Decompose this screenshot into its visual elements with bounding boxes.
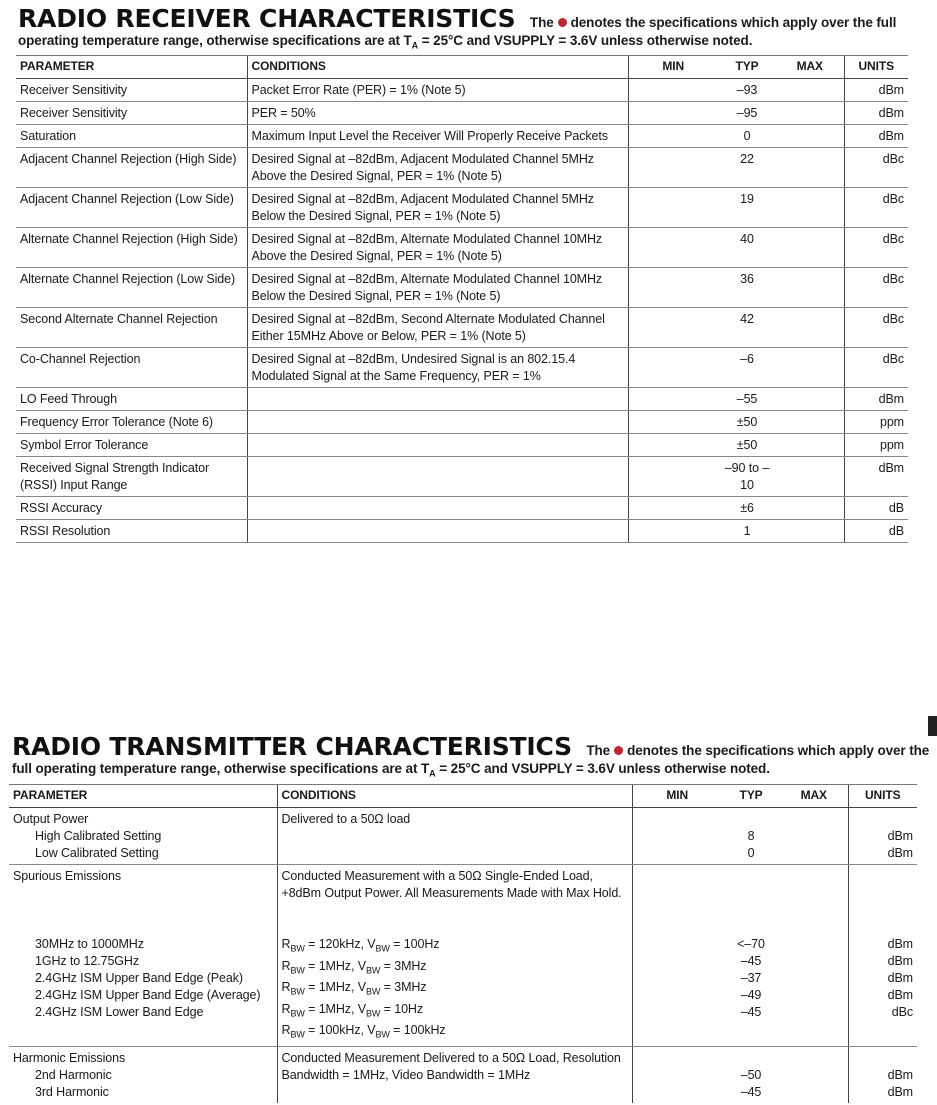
min-cell [632, 808, 722, 865]
transmitter-note-a: The [586, 743, 611, 758]
transmitter-section [12, 734, 929, 779]
min-cell [628, 457, 718, 497]
max-cell [776, 125, 844, 148]
vbw-sub: BW [365, 986, 381, 997]
conditions-cell: Desired Signal at –82dBm, Alternate Modulated Channel 10MHz Above the Desired Signal, PER = 1% (Note 5) [247, 228, 628, 268]
typ-cell: –95 [718, 102, 776, 125]
units-value: dBm [887, 1084, 913, 1099]
typ-value: <–70 [737, 937, 765, 951]
table-row [16, 457, 908, 497]
transmitter-note-line2-b: = 25°C and VSUPPLY = 3.6V unless otherwise noted. [435, 761, 770, 776]
max-cell [776, 388, 844, 411]
receiver-note-a: The [529, 15, 554, 30]
receiver-table [16, 55, 908, 543]
transmitter-table [9, 784, 917, 1103]
transmitter-note-line2-sub: A [429, 768, 436, 779]
conditions-cell: PER = 50% [247, 102, 628, 125]
param-cell: Receiver Sensitivity [16, 79, 247, 102]
units-cell: dBc [844, 308, 908, 348]
table-row [16, 102, 908, 125]
param-cell: LO Feed Through [16, 388, 247, 411]
rbw-value: 1MHz [318, 1001, 351, 1016]
units-cell: dBm [844, 79, 908, 102]
param-sub: 3rd Harmonic [35, 1084, 109, 1099]
vbw-letter: V [357, 958, 366, 973]
param-name: Spurious Emissions [13, 869, 121, 883]
spurious-item-label: 2.4GHz ISM Upper Band Edge (Average) [35, 988, 261, 1002]
min-cell [628, 268, 718, 308]
min-cell [628, 79, 718, 102]
receiver-note-b: denotes the specifications which apply over the full [570, 15, 897, 30]
equals-sign: = [304, 1001, 319, 1016]
page-edge-tab [928, 716, 937, 736]
units-value: dBm [887, 971, 913, 985]
units-cell: dB [844, 497, 908, 520]
units-cell: dBm [844, 102, 908, 125]
min-cell [628, 308, 718, 348]
typ-value: –49 [740, 988, 762, 1002]
units-cell: dB [844, 520, 908, 543]
typ-cell [722, 865, 780, 1047]
table-row [16, 79, 908, 102]
typ-cell: 19 [718, 188, 776, 228]
vbw-value: 100kHz [403, 1023, 446, 1037]
max-cell [776, 148, 844, 188]
rbw-value: 1MHz [318, 980, 351, 994]
receiver-header-row [16, 56, 908, 79]
col-header-conditions: CONDITIONS [277, 785, 632, 808]
table-row [16, 434, 908, 457]
transmitter-note-line2-a: full operating temperature range, otherwise specifications are at T [12, 761, 430, 776]
table-row-output-power [9, 808, 917, 865]
param-name: Harmonic Emissions [13, 1050, 126, 1065]
bandwidth-spec [282, 958, 628, 980]
col-header-max: MAX [780, 785, 848, 808]
table-row [16, 520, 908, 543]
param-cell: Saturation [16, 125, 247, 148]
rbw-value: 120kHz [318, 937, 361, 951]
min-cell [628, 348, 718, 388]
rbw-sub: BW [290, 1008, 305, 1018]
receiver-title: RADIO RECEIVER CHARACTERISTICS [18, 4, 516, 33]
equals-sign: = [304, 937, 319, 951]
param-cell: Adjacent Channel Rejection (High Side) [16, 148, 247, 188]
separator: , [360, 937, 368, 951]
param-cell: RSSI Resolution [16, 520, 247, 543]
receiver-table-body [16, 79, 908, 543]
conditions-cell: Desired Signal at –82dBm, Adjacent Modulated Channel 5MHz Above the Desired Signal, PER = 1% (Note 5) [247, 148, 628, 188]
typ-cell: –6 [718, 348, 776, 388]
units-cell: dBc [844, 348, 908, 388]
conditions-cell: Delivered to a 50Ω load [277, 808, 632, 865]
conditions-cell: Desired Signal at –82dBm, Adjacent Modulated Channel 5MHz Below the Desired Signal, PER = 1% (Note 5) [247, 188, 628, 228]
conditions-cell [247, 411, 628, 434]
max-cell [776, 457, 844, 497]
typ-cell [722, 1046, 780, 1103]
conditions-text: Conducted Measurement with a 50Ω Single-Ended Load, +8dBm Output Power. All Measurements Made with Max Hold. [281, 869, 622, 900]
separator: , [350, 1001, 358, 1016]
spacer [726, 811, 776, 828]
typ-cell: 1 [718, 520, 776, 543]
typ-value: –45 [740, 954, 762, 968]
col-header-typ: TYP [722, 785, 780, 808]
conditions-cell: Conducted Measurement Delivered to a 50Ω Load, Resolution Bandwidth = 1MHz, Video Bandwidth = 1MHz [277, 1046, 632, 1103]
table-row [16, 125, 908, 148]
equals-sign: = [304, 980, 319, 994]
typ-cell: ±50 [718, 411, 776, 434]
min-cell [628, 148, 718, 188]
max-cell [776, 348, 844, 388]
param-name: Output Power [13, 812, 89, 826]
spacer [726, 868, 776, 936]
spurious-item-label: 30MHz to 1000MHz [35, 937, 144, 951]
rbw-sub: BW [290, 986, 305, 997]
min-cell [628, 188, 718, 228]
transmitter-header-row [9, 785, 917, 808]
spacer [726, 1050, 776, 1067]
transmitter-title: RADIO TRANSMITTER CHARACTERISTICS [12, 732, 572, 761]
bullet-dot-icon [558, 18, 567, 27]
transmitter-note-b: denotes the specifications which apply over the [627, 743, 930, 758]
conditions-cell [247, 497, 628, 520]
receiver-note-line2-b: = 25°C and VSUPPLY = 3.6V unless otherwise noted. [418, 33, 753, 48]
receiver-note [530, 15, 896, 30]
table-row [16, 268, 908, 308]
equals-sign: = [380, 1001, 395, 1016]
min-cell [628, 102, 718, 125]
conditions-cell [277, 865, 632, 1047]
table-row [16, 188, 908, 228]
receiver-note-line2-a: operating temperature range, otherwise specifications are at T [18, 33, 412, 48]
conditions-cell [247, 434, 628, 457]
min-cell [632, 1046, 722, 1103]
spurious-item-label: 1GHz to 12.75GHz [35, 954, 140, 968]
bullet-dot-icon [614, 746, 623, 755]
units-value: dBm [887, 937, 913, 951]
units-cell: dBm [844, 125, 908, 148]
units-cell [848, 808, 917, 865]
param-cell: Received Signal Strength Indicator (RSSI) Input Range [16, 457, 247, 497]
param-cell: Co-Channel Rejection [16, 348, 247, 388]
rbw-sub: BW [290, 943, 305, 954]
vbw-value: 3MHz [394, 958, 427, 973]
units-cell: dBc [844, 228, 908, 268]
col-header-min: MIN [632, 785, 722, 808]
vbw-value: 10Hz [394, 1001, 423, 1016]
vbw-letter: V [367, 1023, 376, 1037]
table-row-spurious-emissions [9, 865, 917, 1047]
units-value: dBm [887, 988, 913, 1002]
typ-cell: 22 [718, 148, 776, 188]
receiver-note-line2-sub: A [411, 40, 419, 51]
rbw-letter: R [281, 980, 291, 994]
table-row [16, 348, 908, 388]
max-cell [776, 497, 844, 520]
min-cell [628, 411, 718, 434]
param-cell: RSSI Accuracy [16, 497, 247, 520]
typ-value: –45 [740, 1084, 762, 1099]
spurious-item-label: 2.4GHz ISM Upper Band Edge (Peak) [35, 971, 243, 985]
col-header-min: MIN [628, 56, 718, 79]
rbw-value: 1MHz [318, 958, 351, 973]
vbw-letter: V [357, 1001, 366, 1016]
units-cell: dBm [844, 388, 908, 411]
param-cell: Adjacent Channel Rejection (Low Side) [16, 188, 247, 228]
spacer [853, 1050, 914, 1067]
units-cell: dBc [844, 268, 908, 308]
col-header-units: UNITS [844, 56, 908, 79]
param-sub: High Calibrated Setting [35, 829, 162, 843]
units-value: dBm [887, 846, 913, 860]
equals-sign: = [304, 1023, 319, 1037]
typ-cell: 40 [718, 228, 776, 268]
equals-sign: = [380, 980, 395, 994]
param-cell [9, 1046, 277, 1103]
equals-sign: = [380, 958, 395, 973]
col-header-units: UNITS [848, 785, 917, 808]
max-cell [780, 1046, 848, 1103]
min-cell [628, 228, 718, 268]
units-cell: dBc [844, 148, 908, 188]
max-cell [776, 411, 844, 434]
bandwidth-spec [282, 1001, 628, 1023]
typ-cell: ±6 [718, 497, 776, 520]
table-row [16, 148, 908, 188]
units-cell: ppm [844, 411, 908, 434]
conditions-cell: Packet Error Rate (PER) = 1% (Note 5) [247, 79, 628, 102]
typ-cell: –90 to –10 [718, 457, 776, 497]
min-cell [628, 434, 718, 457]
receiver-section [18, 6, 896, 51]
rbw-value: 100kHz [318, 1023, 361, 1037]
units-cell: dBm [844, 457, 908, 497]
min-cell [628, 520, 718, 543]
spurious-item-label: 2.4GHz ISM Lower Band Edge [35, 1005, 204, 1019]
units-cell [848, 865, 917, 1047]
col-header-typ: TYP [718, 56, 776, 79]
spacer [13, 885, 273, 936]
min-cell [628, 125, 718, 148]
typ-cell: 0 [718, 125, 776, 148]
min-cell [628, 388, 718, 411]
max-cell [776, 520, 844, 543]
param-cell: Receiver Sensitivity [16, 102, 247, 125]
typ-cell: ±50 [718, 434, 776, 457]
table-row [16, 411, 908, 434]
vbw-sub: BW [365, 1008, 381, 1018]
typ-cell: 42 [718, 308, 776, 348]
param-sub: 2nd Harmonic [35, 1067, 112, 1082]
units-cell [848, 1046, 917, 1103]
table-row-harmonic-emissions [9, 1046, 917, 1103]
table-row [16, 497, 908, 520]
spurious-typ-values [726, 936, 776, 1021]
rbw-letter: R [281, 958, 291, 973]
separator: , [350, 980, 358, 994]
param-cell [9, 808, 277, 865]
col-header-max: MAX [776, 56, 844, 79]
units-value: dBm [887, 954, 913, 968]
conditions-cell [247, 457, 628, 497]
vbw-sub: BW [365, 965, 381, 975]
param-cell: Alternate Channel Rejection (High Side) [16, 228, 247, 268]
vbw-value: 3MHz [394, 980, 427, 994]
conditions-cell: Desired Signal at –82dBm, Undesired Signal is an 802.15.4 Modulated Signal at the Same Frequency, PER = 1% [247, 348, 628, 388]
max-cell [780, 865, 848, 1047]
max-cell [776, 188, 844, 228]
param-cell: Alternate Channel Rejection (Low Side) [16, 268, 247, 308]
equals-sign: = [304, 958, 319, 973]
typ-value: 8 [747, 829, 755, 843]
vbw-value: 100Hz [403, 937, 440, 951]
param-sub: Low Calibrated Setting [35, 846, 159, 860]
conditions-cell: Desired Signal at –82dBm, Second Alternate Modulated Channel Either 15MHz Above or Below, PER = 1% (Note 5) [247, 308, 628, 348]
rbw-sub: BW [290, 965, 305, 975]
units-value: dBm [887, 829, 913, 843]
units-cell: dBc [844, 188, 908, 228]
max-cell [776, 434, 844, 457]
col-header-parameter: PARAMETER [16, 56, 247, 79]
max-cell [776, 79, 844, 102]
col-header-parameter: PARAMETER [9, 785, 277, 808]
typ-value: –50 [740, 1067, 762, 1082]
spurious-labels [13, 936, 273, 1021]
max-cell [776, 268, 844, 308]
transmitter-note-line2 [12, 761, 929, 779]
vbw-sub: BW [375, 1029, 390, 1040]
separator: , [350, 958, 358, 973]
conditions-cell: Desired Signal at –82dBm, Alternate Modulated Channel 10MHz Below the Desired Signal, PER = 1% (Note 5) [247, 268, 628, 308]
units-value: dBm [887, 1067, 913, 1082]
typ-value: –37 [740, 971, 762, 985]
typ-value: 0 [747, 846, 755, 860]
rbw-sub: BW [290, 1029, 305, 1040]
spacer [853, 811, 914, 828]
max-cell [776, 308, 844, 348]
max-cell [780, 808, 848, 865]
vbw-letter: V [357, 980, 366, 994]
rbw-letter: R [281, 937, 291, 951]
param-cell: Frequency Error Tolerance (Note 6) [16, 411, 247, 434]
table-row [16, 228, 908, 268]
equals-sign: = [389, 937, 404, 951]
min-cell [632, 865, 722, 1047]
conditions-cell [247, 388, 628, 411]
transmitter-title-row [12, 734, 929, 759]
typ-cell: –93 [718, 79, 776, 102]
typ-cell: 36 [718, 268, 776, 308]
equals-sign: = [389, 1023, 404, 1037]
typ-cell [722, 808, 780, 865]
conditions-cell: Maximum Input Level the Receiver Will Properly Receive Packets [247, 125, 628, 148]
spacer [853, 868, 914, 936]
max-cell [776, 228, 844, 268]
bandwidth-spec [282, 979, 628, 1001]
bandwidth-spec [282, 936, 628, 958]
param-cell: Symbol Error Tolerance [16, 434, 247, 457]
receiver-note-line2 [18, 33, 896, 51]
vbw-sub: BW [375, 943, 390, 954]
spurious-bandwidths [282, 936, 628, 1044]
rbw-letter: R [281, 1001, 291, 1016]
col-header-conditions: CONDITIONS [247, 56, 628, 79]
units-cell: ppm [844, 434, 908, 457]
bandwidth-spec [282, 1022, 628, 1044]
vbw-letter: V [367, 937, 376, 951]
receiver-title-row [18, 6, 896, 31]
rbw-letter: R [281, 1023, 291, 1037]
min-cell [628, 497, 718, 520]
param-cell [9, 865, 277, 1047]
typ-value: –45 [740, 1005, 762, 1019]
units-value: dBc [891, 1005, 913, 1019]
typ-cell: –55 [718, 388, 776, 411]
table-row [16, 388, 908, 411]
conditions-cell [247, 520, 628, 543]
transmitter-note [586, 743, 929, 758]
separator: , [360, 1023, 368, 1037]
param-cell: Second Alternate Channel Rejection [16, 308, 247, 348]
table-row [16, 308, 908, 348]
spurious-units-values [853, 936, 914, 1021]
max-cell [776, 102, 844, 125]
